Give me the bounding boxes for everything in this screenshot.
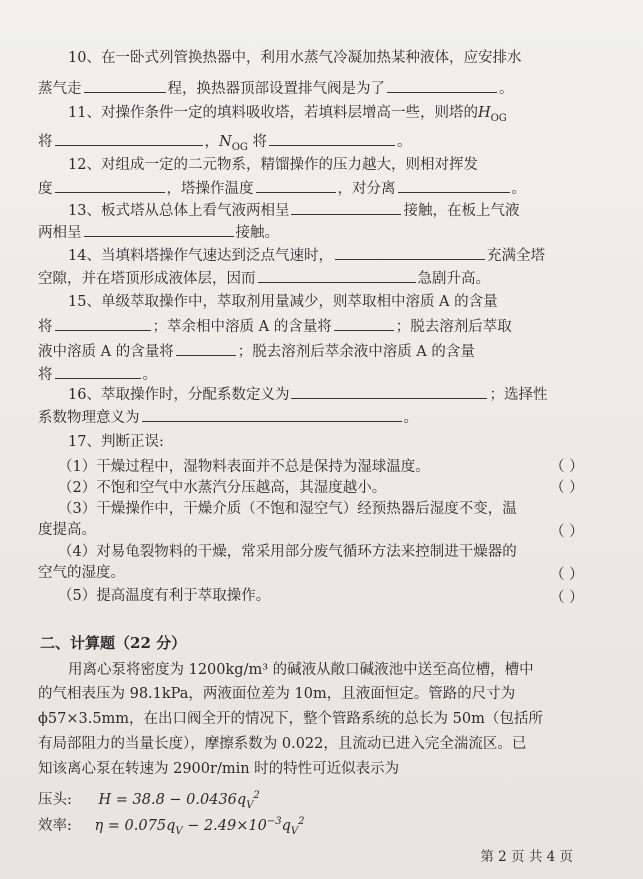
q15-text-f: 将 [38, 367, 53, 383]
q11-line1 [68, 103, 643, 129]
q10-line2 [38, 78, 643, 99]
q11-text-c: 将 [247, 134, 267, 150]
q12-text-a: 度 [38, 181, 53, 197]
q15-text: 15、单级萃取操作中，萃取剂用量减少，则萃取相中溶质 A 的含量 [68, 294, 498, 310]
q15-line1 [68, 292, 643, 312]
q17-item-5-text: （5）提高温度有利于萃取操作。 [58, 588, 271, 604]
q16-line2 [38, 407, 643, 428]
q16-text-b: ；选择性 [489, 387, 548, 403]
q11-text-b: ， [204, 134, 219, 150]
q15-line4 [38, 364, 643, 385]
q12-text-d: 。 [511, 181, 526, 197]
q14-text-c: 空隙，并在塔顶形成液体层，因而 [38, 271, 256, 287]
q11-blank-1[interactable] [55, 131, 203, 146]
q15-blank-3[interactable] [176, 341, 236, 356]
q10-text: 10、在一卧式列管换热器中，利用水蒸气冷凝加热某种液体，应安排水 [68, 50, 522, 66]
q16-text-c: 系数物理意义为 [38, 410, 140, 426]
q16-text-d: 。 [403, 410, 418, 426]
eff-formula-line [38, 812, 643, 842]
q15-text-b: ；萃余相中溶质 A 的含量将 [152, 319, 332, 335]
q15-text-a: 将 [38, 319, 53, 335]
q17-item-4 [58, 542, 643, 562]
q10-text-a: 蒸气走 [38, 81, 82, 97]
q17-answer-4[interactable]: （ ） [550, 567, 584, 583]
calc-p1: 用离心泵将密度为 1200kg/m³ 的碱液从敞口碱液池中送至高位槽，槽中 [68, 662, 534, 678]
q15-blank-1[interactable] [55, 316, 151, 331]
q17-item-2-text: （2）不饱和空气中水蒸汽分压越高，其湿度越小。 [58, 480, 387, 496]
q13-blank-2[interactable] [84, 222, 234, 237]
eff-label: 效率: [38, 817, 72, 834]
q17-item-4-cont-text: 空气的湿度。 [38, 565, 125, 581]
q12-blank-2[interactable] [256, 178, 336, 193]
head-label: 压头: [38, 791, 72, 808]
q16-blank-1[interactable] [291, 384, 487, 399]
q15-blank-2[interactable] [334, 316, 394, 331]
q17-item-3-text: （3）干燥操作中，干燥介质（不饱和湿空气）经预热器后湿度不变，温 [58, 501, 517, 517]
q12-text-b: ，塔操作温度 [166, 181, 254, 197]
eff-formula-text-2: − 2.49×10 [182, 817, 267, 834]
q15-blank-4[interactable] [55, 364, 141, 379]
q17-answer-1[interactable]: （ ） [550, 459, 584, 475]
calc-p3: ϕ57×3.5mm，在出口阀全开的情况下，整个管路系统的总长为 50m（包括所 [38, 711, 543, 727]
head-formula-text: H = 38.8 − 0.0436q [98, 791, 247, 808]
nog-subscript: OG [231, 141, 248, 153]
q10-text-b: 程，换热器顶部设置排气阀是为了 [167, 81, 385, 97]
section2-title [40, 633, 643, 653]
head-sub-v: V [246, 799, 254, 811]
q15-text-e: ；脱去溶剂后萃余液中溶质 A 的含量 [237, 344, 475, 360]
q14-text-d: 急剧升高。 [417, 271, 490, 287]
head-formula [98, 790, 260, 811]
eff-exponent: −3 [266, 816, 282, 827]
hog-symbol: H [477, 105, 491, 121]
calc-line3 [38, 709, 643, 729]
q14-line1 [68, 245, 643, 266]
eff-sup-2: 2 [298, 816, 305, 827]
q10-text-c: 。 [499, 81, 514, 97]
eff-formula: $\eta = 0.075q_V - 2.49\times 10^{-3}q_V^2$ [94, 816, 305, 837]
calc-line1 [68, 660, 643, 680]
q17-answer-5[interactable]: （ ） [550, 590, 584, 606]
q10-blank-1[interactable] [84, 78, 166, 93]
q17-item-4-text: （4）对易龟裂物料的干燥，常采用部分废气循环方法来控制进干燥器的 [58, 544, 517, 560]
page-footer: 第 2 页 共 4 页 [480, 849, 573, 865]
q11-blank-2[interactable] [269, 131, 395, 146]
calc-p5: 知该离心泵在转速为 2900r/min 时的特性可近似表示为 [38, 761, 400, 777]
hog-subscript: OG [490, 112, 507, 124]
calc-line2 [38, 684, 643, 704]
q16-blank-2[interactable] [142, 407, 402, 422]
head-sup-2: 2 [253, 790, 260, 801]
eff-sub-v-2: V [290, 825, 299, 837]
eff-sub-v-1: V [175, 825, 183, 837]
q17-answer-2[interactable]: （ ） [550, 480, 584, 496]
q17-item-3-cont-text: 度提高。 [38, 522, 96, 538]
eff-formula-text: η = 0.075q [94, 817, 176, 834]
q11-text-d: 。 [396, 134, 412, 150]
q15-text-d: 液中溶质 A 的含量将 [38, 344, 174, 360]
q12-line2 [38, 178, 643, 199]
q17-item-1-text: （1）干燥过程中，湿物料表面并不总是保持为湿球温度。 [58, 459, 430, 475]
q13-line1 [68, 200, 643, 221]
q14-blank-2[interactable] [258, 268, 416, 283]
q17-answer-3[interactable]: （ ） [550, 524, 584, 540]
q12-text-c: ，对分离 [337, 181, 396, 197]
calc-line4 [38, 734, 643, 754]
q12-line1 [68, 155, 643, 175]
q10-blank-2[interactable] [387, 78, 497, 93]
q15-text-c: ；脱去溶剂后萃取 [395, 319, 512, 335]
q13-line2 [38, 222, 643, 243]
q12-text: 12、对组成一定的二元物系，精馏操作的压力越大，则相对挥发 [68, 157, 478, 173]
q13-blank-1[interactable] [291, 200, 401, 215]
q17-title-text: 17、判断正误: [68, 434, 164, 450]
q15-line3 [38, 341, 643, 362]
q15-line2 [38, 316, 643, 337]
q17-title [68, 432, 643, 452]
q13-text-b: 接触，在板上气液 [403, 203, 520, 219]
q14-blank-1[interactable] [335, 245, 485, 260]
q11-line2 [38, 131, 643, 158]
q10-line1 [68, 48, 643, 68]
q11-text: 11、对操作条件一定的填料吸收塔，若填料层增高一些，则塔的 [68, 105, 478, 121]
q15-text-g: 。 [142, 367, 157, 383]
q16-text-a: 16、萃取操作时，分配系数定义为 [68, 387, 290, 403]
q14-text-b: 充满全塔 [486, 248, 545, 264]
section2-title-text: 二、计算题（22 分） [40, 634, 187, 652]
q14-line2 [38, 268, 643, 289]
q13-text-c: 两相呈 [38, 225, 82, 241]
q11-text-a: 将 [38, 134, 53, 150]
nog-symbol: N [219, 134, 232, 150]
q14-text-a: 14、当填料塔操作气速达到泛点气速时， [68, 248, 333, 264]
q13-text-d: 接触。 [235, 225, 279, 241]
calc-p2: 的气相表压为 98.1kPa，两液面位差为 10m，且液面恒定。管路的尺寸为 [38, 686, 516, 702]
calc-p4: 有局部阻力的当量长度），摩擦系数为 0.022，且流动已进入完全湍流区。已 [38, 736, 527, 752]
q13-text-a: 13、板式塔从总体上看气液两相呈 [68, 203, 290, 219]
q12-blank-1[interactable] [55, 178, 165, 193]
q17-item-3 [58, 499, 643, 519]
q16-line1 [68, 384, 643, 405]
calc-line5 [38, 759, 643, 779]
q12-blank-3[interactable] [398, 178, 510, 193]
